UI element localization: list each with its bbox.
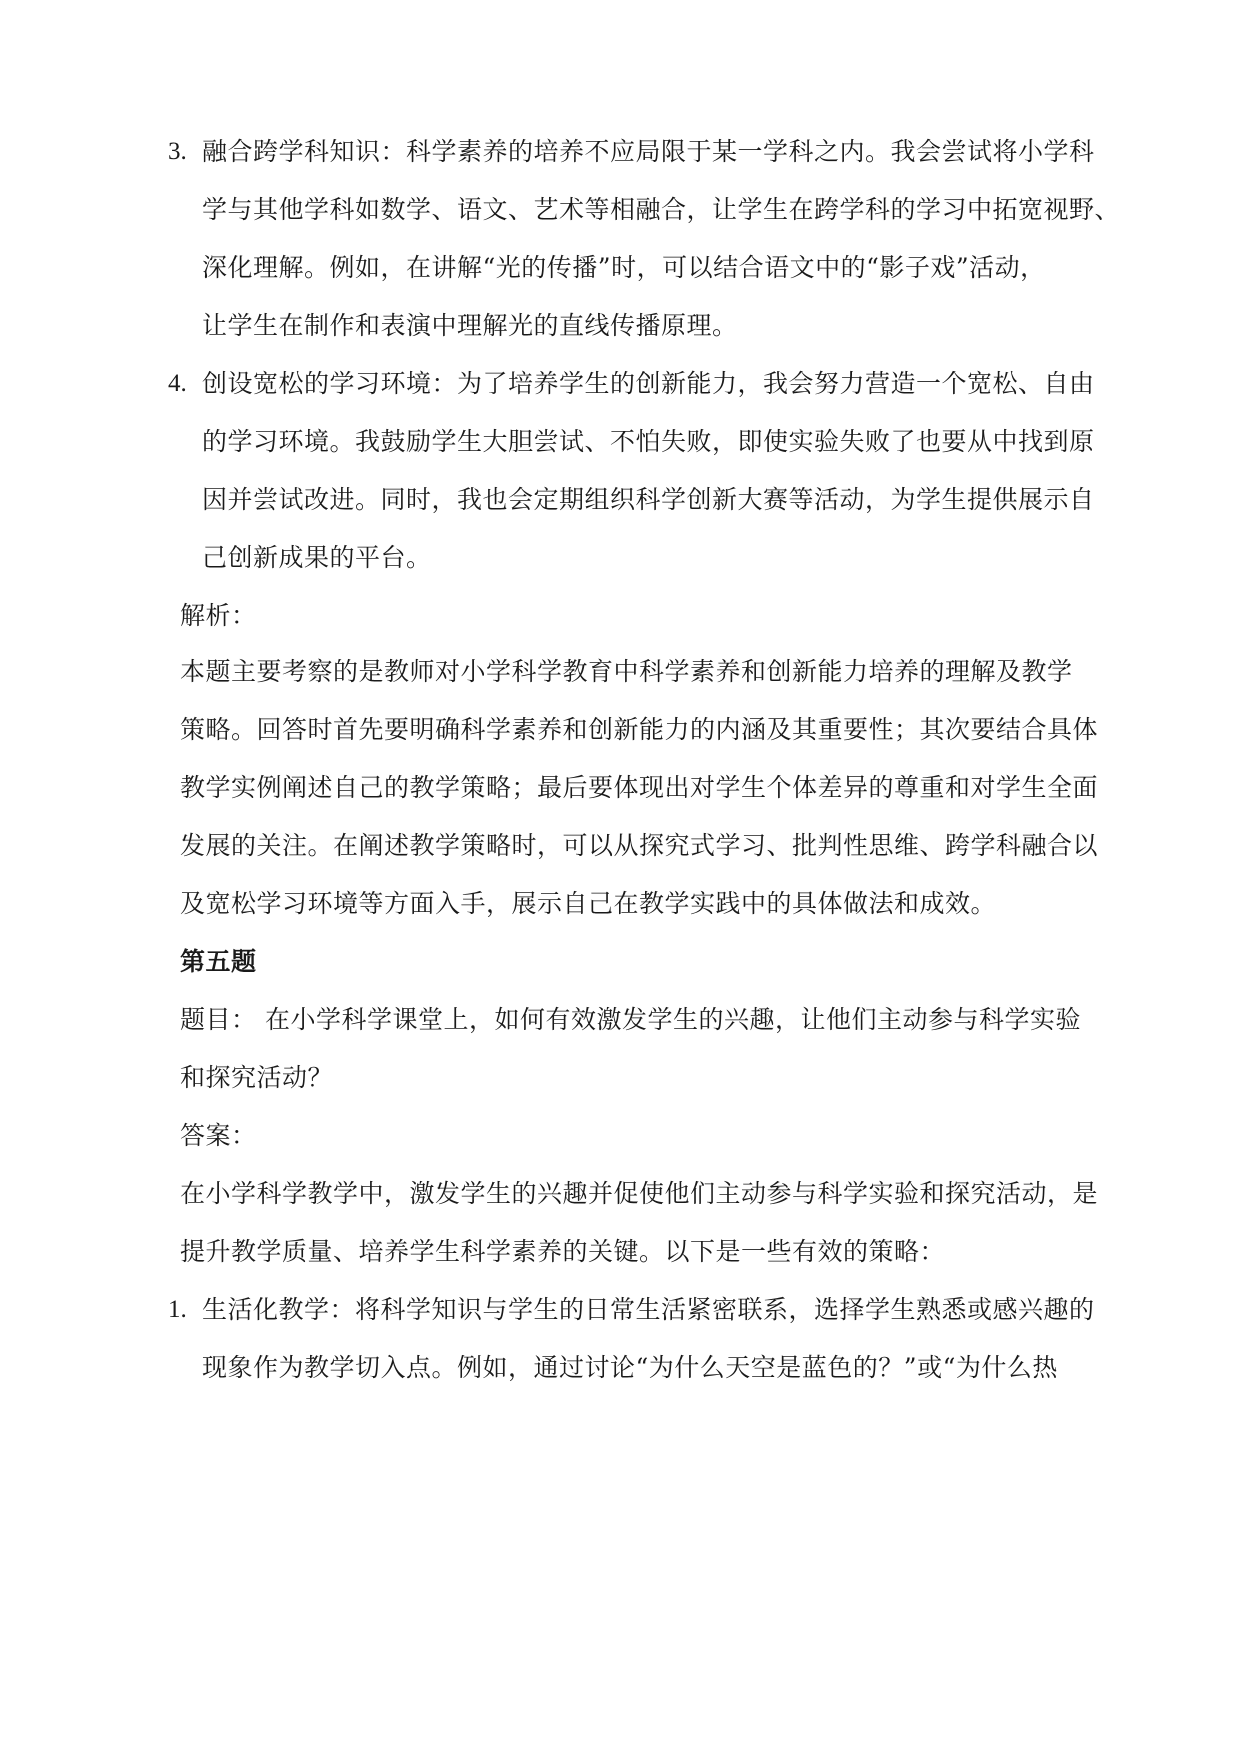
question-line-2: 和探究活动？ <box>180 1063 334 1092</box>
list-number-4: 4. <box>168 370 187 397</box>
list-number-1: 1. <box>168 1296 187 1323</box>
item-4-line-2: 的学习环境。我鼓励学生大胆尝试、不怕失败，即使实验失败了也要从中找到原 <box>202 427 1095 456</box>
section-heading: 第五题 <box>180 947 257 976</box>
answer-line-1: 在小学科学教学中，激发学生的兴趣并促使他们主动参与科学实验和探究活动，是 <box>180 1179 1099 1208</box>
item-4-line-3: 因并尝试改进。同时，我也会定期组织科学创新大赛等活动，为学生提供展示自 <box>202 485 1095 514</box>
answer-line-2: 提升教学质量、培养学生科学素养的关键。以下是一些有效的策略： <box>180 1237 946 1266</box>
analysis-line-3: 教学实例阐述自己的教学策略；最后要体现出对学生个体差异的尊重和对学生全面 <box>180 773 1099 802</box>
analysis-line-5: 及宽松学习环境等方面入手，展示自己在教学实践中的具体做法和成效。 <box>180 889 997 918</box>
item-3-line-2: 学与其他学科如数学、语文、艺术等相融合，让学生在跨学科的学习中拓宽视野、 <box>202 195 1121 224</box>
analysis-line-1: 本题主要考察的是教师对小学科学教育中科学素养和创新能力培养的理解及教学 <box>180 657 1073 686</box>
item-4-line-1: 创设宽松的学习环境：为了培养学生的创新能力，我会努力营造一个宽松、自由 <box>202 369 1095 398</box>
item-3-line-1: 融合跨学科知识：科学素养的培养不应局限于某一学科之内。我会尝试将小学科 <box>202 137 1095 166</box>
analysis-line-4: 发展的关注。在阐述教学策略时，可以从探究式学习、批判性思维、跨学科融合以 <box>180 831 1099 860</box>
item-3-line-4: 让学生在制作和表演中理解光的直线传播原理。 <box>202 311 738 340</box>
item-1-line-2: 现象作为教学切入点。例如，通过讨论“为什么天空是蓝色的？”或“为什么热 <box>202 1353 1058 1382</box>
question-line-1: 题目： 在小学科学课堂上，如何有效激发学生的兴趣，让他们主动参与科学实验 <box>180 1005 1081 1034</box>
analysis-label: 解析： <box>180 601 257 630</box>
analysis-line-2: 策略。回答时首先要明确科学素养和创新能力的内涵及其重要性；其次要结合具体 <box>180 715 1099 744</box>
list-number-3: 3. <box>168 138 187 165</box>
answer-label: 答案： <box>180 1121 257 1150</box>
item-3-line-3: 深化理解。例如，在讲解“光的传播”时，可以结合语文中的“影子戏”活动， <box>202 253 1046 282</box>
item-1-line-1: 生活化教学：将科学知识与学生的日常生活紧密联系，选择学生熟悉或感兴趣的 <box>202 1295 1095 1324</box>
item-4-line-4: 己创新成果的平台。 <box>202 543 432 572</box>
